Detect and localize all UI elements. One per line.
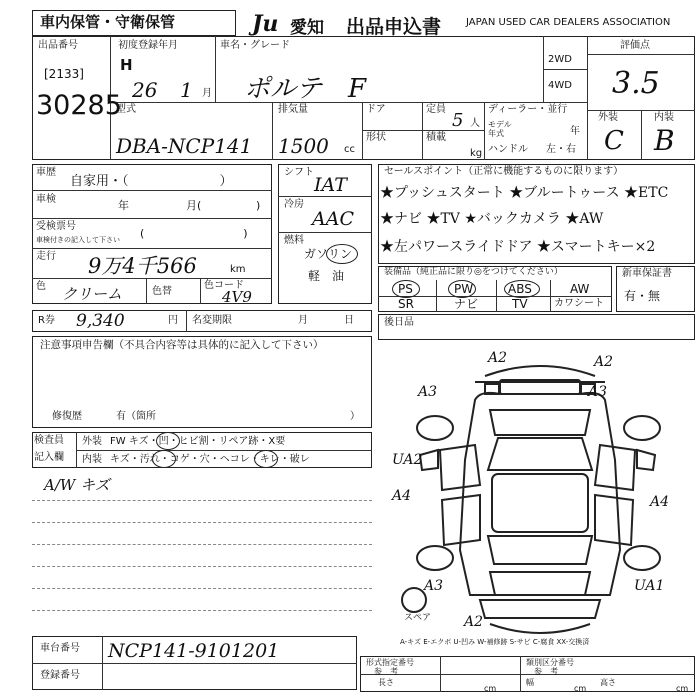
exterior-grade: C [604,126,624,156]
displacement-label: 排気量 [278,104,308,115]
recycle-amount: 9,340 [76,311,125,331]
rating-label: 評価点 [620,40,650,51]
kg-unit: kg [470,148,483,159]
after-items-section [378,314,695,340]
chassis-value: NCP141-9101201 [108,640,280,662]
exterior-label: 外装 [598,112,618,123]
footer-col2b: 参 考 [534,667,558,676]
sales-point-line-3: ★左パワースライドドア ★スマートキー×2 [380,239,656,255]
model-year-label: モデル 年式 [488,120,512,138]
sales-points-label: セールスポイント（正常に機能するものに限ります） [384,166,624,177]
damage-mark: A3 [418,384,438,400]
damage-mark: A4 [392,488,412,504]
inspector-label-2: 記入欄 [34,452,64,463]
equipment-label: 装備品（純正品に限り◎をつけてください） [384,267,563,277]
cooling-label: 冷房 [284,199,304,210]
inspector-ext-items: FW キズ・凹・ヒビ割・リペア跡・X要 [110,436,286,447]
fuel-gasoline: ガソリン [304,247,353,261]
capacity-label: 定員 [426,104,446,115]
listing-number-label: 出品番号 [38,40,78,51]
recycle-label: R券 [38,315,55,326]
registration-label: 登録番号 [40,670,80,681]
org-name: 愛知 [290,18,324,38]
color-code-label: 色コード [204,280,244,291]
spare-label: スペア [404,613,432,623]
inspector-label-1: 検査員 [34,435,64,446]
after-items-label: 後日品 [384,317,414,328]
inspector-handwritten: A/W キズ [44,476,110,494]
color-code-value: 4V9 [222,288,252,306]
color-value: クリーム [62,285,123,303]
footer-width: 幅 [526,678,534,687]
fuel-label: 燃料 [284,235,304,246]
repair-history-value: 有（箇所 [116,411,156,422]
inspection-month: 月( [186,199,202,212]
equip-pw-circle [448,280,476,298]
dealer-label: ディーラー・並行 [488,104,568,115]
damage-mark: A2 [488,350,508,366]
footer-col1b: 参 考 [374,667,398,676]
first-reg-year: 26 [132,78,158,102]
equip-navi: ナビ [454,297,479,311]
year-unit: 年 [570,126,580,137]
first-reg-era: H [120,56,133,74]
handle-options: 左・右 [546,144,576,155]
inspection-label: 車検 [36,194,56,205]
name-change-day: 日 [344,315,354,326]
cooling-value: AAC [312,208,354,230]
drive-4wd: 4WD [548,80,572,91]
footer-length-cm: cm [484,684,497,693]
equip-sr: SR [398,297,414,311]
warranty-options: 有・無 [624,289,661,303]
shift-value: IAT [314,174,347,196]
door-label: ドア [366,104,386,115]
history-value: 自家用・（ ） [70,174,233,189]
repair-history-close: ） [350,411,360,422]
name-change-month: 月 [298,315,308,326]
inspector-int-circle-2 [254,450,278,468]
equip-ps-circle [392,280,420,298]
equip-abs-circle [504,280,540,298]
damage-legend: A-キズ E-エクボ U-凹み W-補修跡 S-サビ C-腐食 XX-交換済 [400,638,590,646]
inspector-ext-circle [156,432,180,450]
interior-grade: B [654,124,675,157]
history-label: 車歴 [36,167,56,178]
mileage-label: 走行 [36,251,56,262]
damage-mark: A3 [588,384,608,400]
equip-abs: ABS [508,282,532,296]
inspector-int-circle-1 [152,450,176,468]
chassis-label: 車台番号 [40,643,80,654]
storage-label: 車内保管・守衛保管 [40,13,176,31]
color-label: 色 [36,281,46,292]
transfer-note: 車検付きの記入して下さい [36,236,120,244]
listing-sub-number: [2133] [44,67,84,81]
inspector-int-items: キズ・汚れ・コゲ・穴・ヘコレ・キレ・破レ [110,454,310,465]
rating-score: 3.5 [612,66,660,101]
equip-seat: カワシート [554,298,604,309]
footer-width-cm: cm [574,684,587,693]
inspector-int-label: 内装 [82,454,102,465]
document-title: 出品申込書 [346,16,442,38]
equip-aw: AW [570,282,590,296]
model-code-label: 型式 [116,104,136,115]
inspector-ext-label: 外装 [82,436,102,447]
damage-mark: A2 [594,354,614,370]
ju-logo: Ju [252,11,279,37]
damage-mark: A2 [464,614,484,630]
fuel-diesel: 軽 油 [308,269,345,283]
model-name-label: 車名・グレード [220,40,290,51]
damage-mark: UA2 [392,452,423,468]
damage-mark: UA1 [634,578,665,594]
inspection-year: 年 [118,199,129,212]
inspection-close: ) [256,199,261,212]
load-label: 積載 [426,132,446,143]
repair-history-label: 修復歴 [52,411,82,422]
footer-col2: 類別区分番号 [526,658,574,667]
damage-mark: A3 [424,578,444,594]
equip-pw: PW [454,282,474,296]
equip-ps: PS [398,282,413,296]
handle-label: ハンドル [488,144,528,155]
km-unit: km [230,264,246,275]
sales-point-line-2: ★ナビ ★TV ★バックカメラ ★AW [380,211,604,227]
association-name: JAPAN USED CAR DEALERS ASSOCIATION [466,17,671,28]
capacity-value: 5 [452,110,464,131]
footer-length: 長さ [378,678,394,687]
person-unit: 人 [470,118,480,129]
shift-label: シフト [284,167,314,178]
footer-col1: 形式指定番号 [366,658,414,667]
name-change-label: 名変期限 [192,315,232,326]
equip-tv: TV [512,297,528,311]
interior-label: 内装 [654,112,674,123]
drive-2wd: 2WD [548,54,572,65]
cc-unit: cc [344,144,355,155]
model-name-value: ポルテ F [244,74,367,104]
listing-number: 30285 [36,90,122,121]
first-reg-month: 1 [180,78,193,102]
displacement-value: 1500 [278,134,329,158]
first-reg-label: 初度登録年月 [118,40,178,51]
model-code-value: DBA-NCP141 [116,134,253,158]
footer-height: 高さ [600,678,616,687]
footer-height-cm: cm [676,684,689,693]
transfer-bracket: ( ) [140,227,248,240]
yen-unit: 円 [168,315,178,326]
damage-mark: A4 [650,494,670,510]
transfer-label: 受検票号 [36,221,76,232]
fuel-circle [326,244,358,264]
color-change-label: 色替 [152,286,172,297]
warranty-label: 新車保証書 [622,268,672,279]
mileage-value: 9万4千566 [88,254,197,278]
sales-point-line-1: ★プッシュスタート ★ブルートゥース ★ETC [380,185,669,201]
shape-label: 形状 [366,132,386,143]
notes-label: 注意事項申告欄（不具合内容等は具体的に記入して下さい） [40,339,324,351]
first-reg-month-unit: 月 [202,88,212,99]
